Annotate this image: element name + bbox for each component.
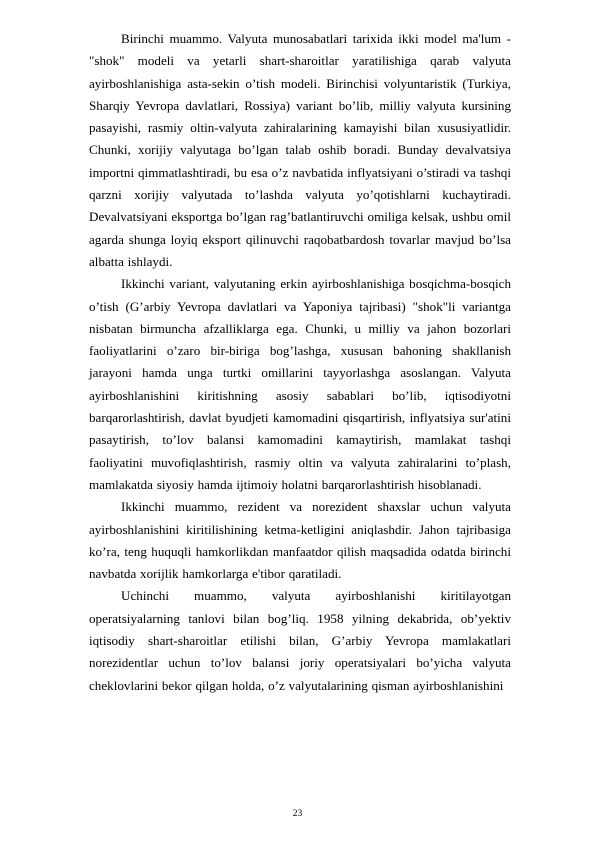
paragraph-third-problem: Uchinchi muammo, valyuta ayirboshlanishi kiritilayotgan operatsiyalarning tanlovi bilan bog’liq. 1958 yilning dekabrida, ob’yektiv iqtisodiy shart-sharoitlar etilishi bilan, G’arbiy Yevropa mamlakatlari norezidentlar uchun to’lov balansi joriy operatsiyalari bo’yicha valyuta cheklovlarini bekor qilgan holda, o’z valyutalarining qisman ayirboshlanishini	[89, 588, 511, 693]
body-text	[89, 28, 511, 697]
paragraph-first-problem: Birinchi muammo. Valyuta munosabatlari tarixida ikki model ma'lum - "shok" modeli va yetarli shart-sharoitlar yaratilishiga qarab valyuta ayirboshlanishiga asta-sekin o’tish modeli. Birinchisi volyuntaristik (Turkiya, Sharqiy Yevropa davlatlari, Rossiya) variant bo’lib, milliy valyuta kursining pasayishi, rasmiy oltin-valyuta zahiralarining kamayishi bilan xususiyatlidir. Chunki, xorijiy valyutaga bo’lgan talab oshib boradi. Bunday devalvatsiya importni qimmatlashtiradi, bu esa o’z navbatida inflyatsiyani o’stiradi va tashqi qarzni xorijiy valyutada to’lashda valyuta yo’qotishlarni kuchaytiradi. Devalvatsiyani eksportga bo’lgan rag’batlantiruvchi omiliga kelsak, ushbu omil agarda shunga loyiq eksport qilinuvchi raqobatbardosh tovarlar mavjud bo’lsa albatta ishlaydi.	[89, 31, 511, 269]
paragraph-second-variant: Ikkinchi variant, valyutaning erkin ayirboshlanishiga bosqichma-bosqich o’tish (G’arbiy Yevropa davlatlari va Yaponiya tajribasi) "shok"li variantga nisbatan birmuncha afzalliklarga ega. Chunki, u milliy va jahon bozorlari faoliyatlarini o’zaro bir-biriga bog’lashga, xususan bahoning shakllanish jarayoni hamda unga turtki omillarini tayyorlashga asoslangan. Valyuta ayirboshlanishini kiritishning asosiy sabablari bo’lib, iqtisodiyotni barqarorlashtirish, davlat byudjeti kamomadini qisqartirish, inflyatsiya sur'atini pasaytirish, to’lov balansi kamomadini kamaytirish, mamlakat tashqi faoliyatini muvofiqlashtirish, rasmiy oltin va valyuta zahiralarini to’plash, mamlakatda siyosiy hamda ijtimoiy holatni barqarorlashtirish hisoblanadi.	[89, 276, 511, 492]
paragraph-second-problem: Ikkinchi muammo, rezident va norezident shaxslar uchun valyuta ayirboshlanishini kiritilishining ketma-ketligini aniqlashdir. Jahon tajribasiga ko’ra, teng huquqli hamkorlikdan manfaatdor qilish maqsadida odatda birinchi navbatda xorijlik hamkorlarga e'tibor qaratiladi.	[89, 499, 511, 582]
page-number: 23	[292, 809, 303, 819]
